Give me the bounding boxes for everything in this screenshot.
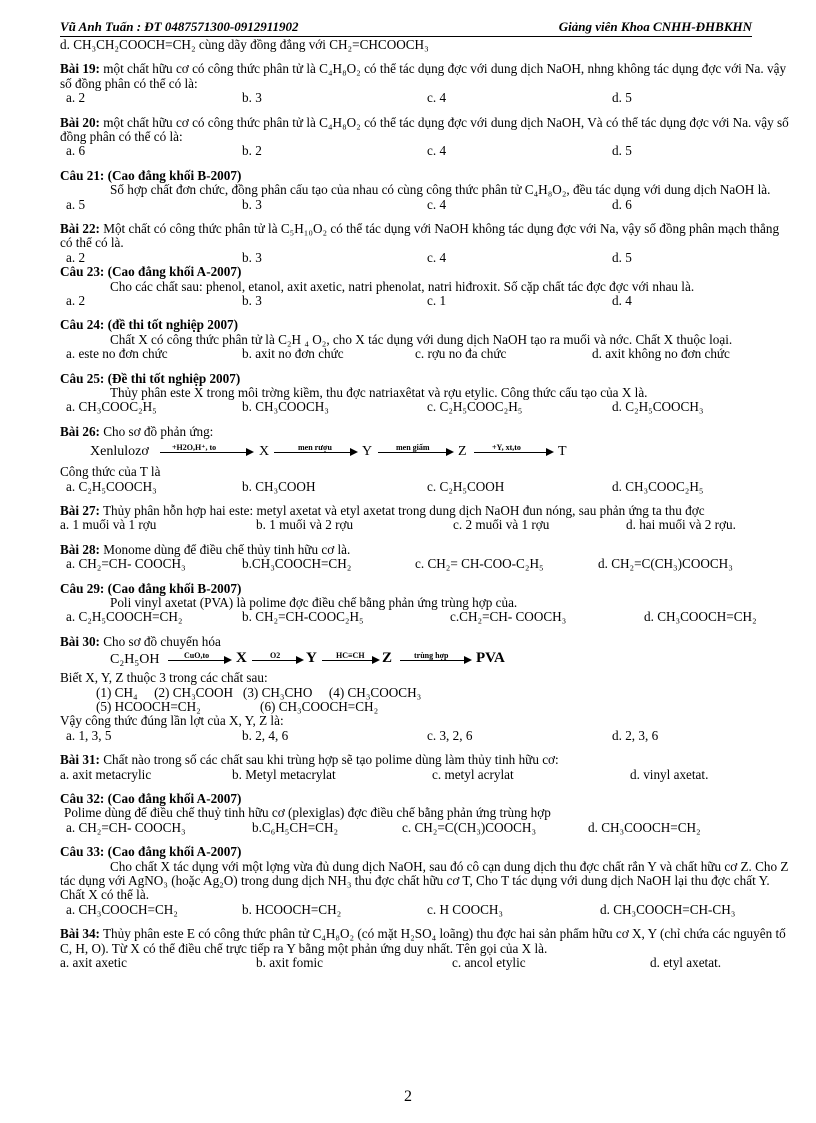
option-b[interactable]: b. Metyl metacrylat	[232, 766, 336, 782]
option-d[interactable]: d. 6	[612, 196, 632, 212]
option-d[interactable]: d. 2, 3, 6	[612, 727, 659, 743]
question-label: Câu 24: (đề thi tốt nghiệp 2007)	[60, 317, 239, 333]
question-label: Bài 31:	[60, 752, 100, 768]
question-21	[60, 169, 794, 212]
option-d[interactable]: d. vinyl axetat.	[630, 766, 709, 782]
question-text: Cho chất X tác dụng với một lợng vừa đủ dung dịch NaOH, sau đó cô cạn dung dịch thu đợc chất rắn Y và chất hữu cơ Z. Cho Z tác dụng với AgNO₃ (hoặc Ag₂O) trong dung dịch NH₃ thu đợc chất hữu cơ T, Cho T tác dụng với dung dịch NaOH lại thu đợc chất Y. Chất X có thể là.	[60, 858, 789, 903]
options	[60, 251, 794, 265]
question-label: Câu 33: (Cao đẳng khối A-2007)	[60, 844, 242, 860]
question-know: Biết X, Y, Z thuộc 3 trong các chất sau:	[60, 670, 268, 686]
question-text: Cho sơ đồ phản ứng:	[103, 423, 214, 439]
option-a[interactable]: a. 1, 3, 5	[66, 727, 112, 743]
question-text: Chất X có công thức phân tử là C₂H ₄ O₂, cho X tác dụng với dung dịch NaOH tạo ra muối và nớc. Chất X thuộc loại.	[110, 331, 733, 347]
diagram-end: PVA	[476, 650, 505, 667]
arrow-label: O2	[270, 651, 281, 661]
question-label: Bài 26:	[60, 423, 100, 439]
option-c[interactable]: c. metyl acrylat	[432, 766, 514, 782]
question-text: Thủy phân este X trong môi trờng kiềm, thu đợc natriaxêtat và rợu etylic. Công thức cấu tạo của X là.	[110, 385, 648, 401]
question-20	[60, 116, 794, 159]
option-c[interactable]: c. H COOCH₃	[427, 901, 504, 917]
option-a[interactable]: a. este no đơn chức	[66, 346, 168, 362]
diagram-x: X	[259, 444, 270, 460]
option-a[interactable]: a. 2	[66, 90, 86, 106]
conversion-diagram	[60, 649, 794, 671]
option-b[interactable]: b. 3	[242, 293, 262, 309]
option-c[interactable]: c. C₂H₅COOC₂H₅	[427, 399, 523, 415]
question-text: Monome dùng để điều chế thủy tinh hữu cơ là.	[103, 541, 351, 557]
option-b[interactable]: b. 1 muối và 2 rợu	[256, 517, 354, 533]
question-33	[60, 845, 794, 917]
question-label: Câu 29: (Cao đẳng khối B-2007)	[60, 580, 242, 596]
option-c[interactable]: c. 2 muối và 1 rợu	[453, 517, 550, 533]
option-c[interactable]: c. CH₂=C(CH₃)COOCH₃	[402, 819, 537, 835]
option-b[interactable]: b. CH₃COOCH₃	[242, 399, 329, 415]
page-header	[60, 20, 752, 38]
diagram-start: Xenlulozơ	[90, 444, 149, 460]
option-c[interactable]: c. 4	[427, 196, 447, 212]
option-a[interactable]: a. CH₂=CH- COOCH₃	[66, 819, 186, 835]
question-24	[60, 318, 794, 361]
options	[60, 400, 794, 414]
options	[60, 821, 794, 835]
option-c[interactable]: c.CH₂=CH- COOCH₃	[450, 609, 567, 625]
compound-list-1: (1) CH₄ (2) CH₃COOH (3) CH₃CHO (4) CH₃COOCH₃	[96, 684, 422, 700]
question-text: Cho các chất sau: phenol, etanol, axit axetic, natri phenolat, natri hiđroxit. Số cặp chất tác đợc đợc với nhau là.	[110, 278, 695, 294]
option-a[interactable]: a. 2	[66, 293, 86, 309]
question-label: Câu 23: (Cao đẳng khối A-2007)	[60, 264, 242, 280]
question-34	[60, 927, 794, 970]
question-text: Một chất có công thức phân tử là C₅H₁₀O₂ có thể tác dụng với NaOH không tác dụng đợc với Na, vậy số đồng phân mạch thẳng có thể có là.	[60, 221, 780, 251]
options	[60, 729, 794, 743]
option-d[interactable]: d. 5	[612, 90, 632, 106]
option-b[interactable]: b. 3	[242, 196, 262, 212]
option-d[interactable]: d. CH₃COOC₂H₅	[612, 478, 704, 494]
header-affiliation: Giảng viên Khoa CNHH-ĐHBKHN	[558, 19, 752, 34]
arrow-label: +H2O,H⁺, to	[172, 443, 217, 453]
options	[60, 91, 794, 105]
question-22	[60, 222, 794, 265]
option-d[interactable]: d. 5	[612, 249, 632, 265]
question-25	[60, 372, 794, 415]
question-label: Bài 28:	[60, 541, 100, 557]
top-option-line: d. CH₃CH₂COOCH=CH₂ cùng dãy đồng đẳng với CH₂=CHCOOCH₃	[60, 37, 429, 52]
option-b[interactable]: b. CH₂=CH-COOC₂H₅	[242, 609, 364, 625]
option-a[interactable]: a. CH₂=CH- COOCH₃	[66, 556, 186, 572]
option-d[interactable]: d. CH₃COOCH=CH₂	[644, 609, 757, 625]
question-26	[60, 425, 794, 494]
option-b[interactable]: b. 3	[242, 90, 262, 106]
diagram-x: X	[236, 650, 247, 667]
arrow-label: +Y, xt,to	[492, 443, 521, 453]
option-d[interactable]: d. CH₃COOCH=CH₂	[588, 819, 701, 835]
question-19	[60, 62, 794, 105]
header-author: Vũ Anh Tuấn : ĐT 0487571300-0912911902	[60, 19, 299, 34]
question-31	[60, 753, 794, 782]
question-32	[60, 792, 794, 835]
option-b[interactable]: b. HCOOCH=CH₂	[242, 901, 342, 917]
question-text: Chất nào trong số các chất sau khi trùng hợp sẽ tạo polime dùng làm thủy tinh hữu cơ:	[103, 752, 559, 768]
option-b[interactable]: b. 2	[242, 143, 262, 159]
question-label: Bài 20:	[60, 114, 100, 130]
question-text: Thủy phân hỗn hợp hai este: metyl axetat và etyl axetat trong dung dịch NaOH đun nóng, sau phản ứng ta thu đợc	[103, 503, 705, 519]
option-c[interactable]: c. rợu no đa chức	[415, 346, 507, 362]
questions	[60, 38, 794, 980]
arrow-label: HC≡CH	[336, 651, 365, 661]
option-c[interactable]: c. 3, 2, 6	[427, 727, 473, 743]
options	[60, 557, 794, 571]
question-label: Bài 27:	[60, 503, 100, 519]
option-d[interactable]: d. CH₂=C(CH₃)COOCH₃	[598, 556, 733, 572]
question-23	[60, 265, 794, 308]
question-label: Câu 21: (Cao đẳng khối B-2007)	[60, 167, 242, 183]
option-a[interactable]: a. 5	[66, 196, 86, 212]
option-d[interactable]: d. C₂H₅COOCH₃	[612, 399, 704, 415]
diagram-t: T	[558, 444, 567, 460]
options	[60, 294, 794, 308]
option-b[interactable]: b. 3	[242, 249, 262, 265]
arrow-label: men giấm	[396, 443, 430, 453]
question-27	[60, 504, 794, 533]
reaction-diagram	[60, 439, 794, 465]
question-label: Câu 25: (Đề thi tốt nghiệp 2007)	[60, 370, 241, 386]
compound-list-2: (5) HCOOCH=CH₂ (6) CH₃COOCH=CH₂	[96, 699, 379, 715]
option-d[interactable]: d. CH₃COOCH=CH-CH₃	[600, 901, 736, 917]
options	[60, 144, 794, 158]
arrow-label: trùng hợp	[414, 651, 449, 661]
option-d[interactable]: d. axit không no đơn chức	[592, 346, 730, 362]
question-label: Bài 22:	[60, 221, 100, 237]
option-c[interactable]: c. 4	[427, 249, 447, 265]
option-a[interactable]: a. CH₃COOC₂H₅	[66, 399, 157, 415]
question-label: Bài 19:	[60, 61, 100, 77]
option-a[interactable]: a. 1 muối và 1 rợu	[60, 517, 157, 533]
diagram-y: Y	[306, 650, 317, 667]
question-28	[60, 543, 794, 572]
question-after: Công thức của T là	[60, 464, 161, 480]
option-d[interactable]: d. hai muối và 2 rợu.	[626, 517, 736, 533]
diagram-start: C₂H₅OH	[110, 652, 160, 668]
question-text: Số hợp chất đơn chức, đồng phân cấu tạo của nhau có cùng công thức phân tử C₄H₈O₂, đều tác dụng với dung dịch NaOH là.	[110, 182, 771, 198]
option-d[interactable]: d. 5	[612, 143, 632, 159]
option-a[interactable]: a. axit metacrylic	[60, 766, 152, 782]
option-c[interactable]: c. CH₂= CH-COO-C₂H₅	[415, 556, 544, 572]
option-c[interactable]: c. C₂H₅COOH	[427, 478, 505, 494]
question-text: Cho sơ đồ chuyển hóa	[103, 633, 221, 649]
option-a[interactable]: a. 6	[66, 143, 86, 159]
options	[60, 347, 794, 361]
question-label: Bài 30:	[60, 633, 100, 649]
question-after: Vậy công thức đúng lần lợt của X, Y, Z là:	[60, 713, 284, 729]
option-a[interactable]: a. CH₃COOCH=CH₂	[66, 901, 178, 917]
options	[60, 768, 794, 782]
options	[60, 518, 794, 532]
option-d[interactable]: d. etyl axetat.	[650, 955, 722, 971]
options	[60, 480, 794, 494]
option-b[interactable]: b. axit fomic	[256, 955, 324, 971]
option-d[interactable]: d. 4	[612, 293, 632, 309]
arrow-label: men rượu	[298, 443, 332, 453]
question-29	[60, 582, 794, 625]
option-b[interactable]: b.C₆H₅CH=CH₂	[252, 819, 339, 835]
option-c[interactable]: c. 1	[427, 293, 447, 309]
options	[60, 903, 794, 917]
option-c[interactable]: c. 4	[427, 90, 447, 106]
question-label: Câu 32: (Cao đẳng khối A-2007)	[60, 791, 242, 807]
question-text: Poli vinyl axetat (PVA) là polime đợc điều chế bằng phản ứng trùng hợp của.	[110, 595, 518, 611]
option-b[interactable]: b. axit no đơn chức	[242, 346, 344, 362]
option-a[interactable]: a. C₂H₅COOCH=CH₂	[66, 609, 183, 625]
option-a[interactable]: a. 2	[66, 249, 86, 265]
option-a[interactable]: a. axit axetic	[60, 955, 127, 971]
question-text: một chất hữu cơ có công thức phân tử là C₄H₈O₂ có thể tác dụng đợc với dung dịch NaOH, Và có thể tác dụng đợc với Na. vậy số đồng phân có thể có là:	[60, 114, 789, 145]
option-c[interactable]: c. ancol etylic	[452, 955, 526, 971]
option-b[interactable]: b. 2, 4, 6	[242, 727, 289, 743]
diagram-z: Z	[458, 444, 467, 460]
options	[60, 956, 794, 970]
diagram-y: Y	[362, 444, 373, 460]
option-b[interactable]: b. CH₃COOH	[242, 478, 316, 494]
arrow-label: CuO,to	[184, 651, 210, 661]
option-b[interactable]: b.CH₃COOCH=CH₂	[242, 556, 352, 572]
question-30	[60, 635, 794, 743]
question-text: một chất hữu cơ có công thức phân tử là C₄H₈O₂ có thể tác dụng đợc với dung dịch NaOH, nhng không tác dụng đợc với Na. vậy số đồng phân có thể có là:	[60, 61, 787, 91]
options	[60, 610, 794, 624]
question-text: Thủy phân este E có công thức phân tử C₄H₈O₂ (có mặt H₂SO₄ loãng) thu đợc hai sản phẩm hữu cơ X, Y (chỉ chứa các nguyên tố C, H, O). Từ X có thể điều chế trực tiếp ra Y bằng một phản ứng duy nhất. Tên gọi của X là.	[60, 926, 786, 956]
option-a[interactable]: a. C₂H₅COOCH₃	[66, 478, 157, 494]
page-number: 2	[404, 1088, 412, 1105]
question-text: Polime dùng để điều chế thuỷ tinh hữu cơ (plexiglas) đợc điều chế bằng phản ứng trùng hợp	[64, 805, 551, 821]
option-c[interactable]: c. 4	[427, 143, 447, 159]
question-label: Bài 34:	[60, 926, 100, 942]
options	[60, 198, 794, 212]
diagram-z: Z	[382, 650, 393, 667]
